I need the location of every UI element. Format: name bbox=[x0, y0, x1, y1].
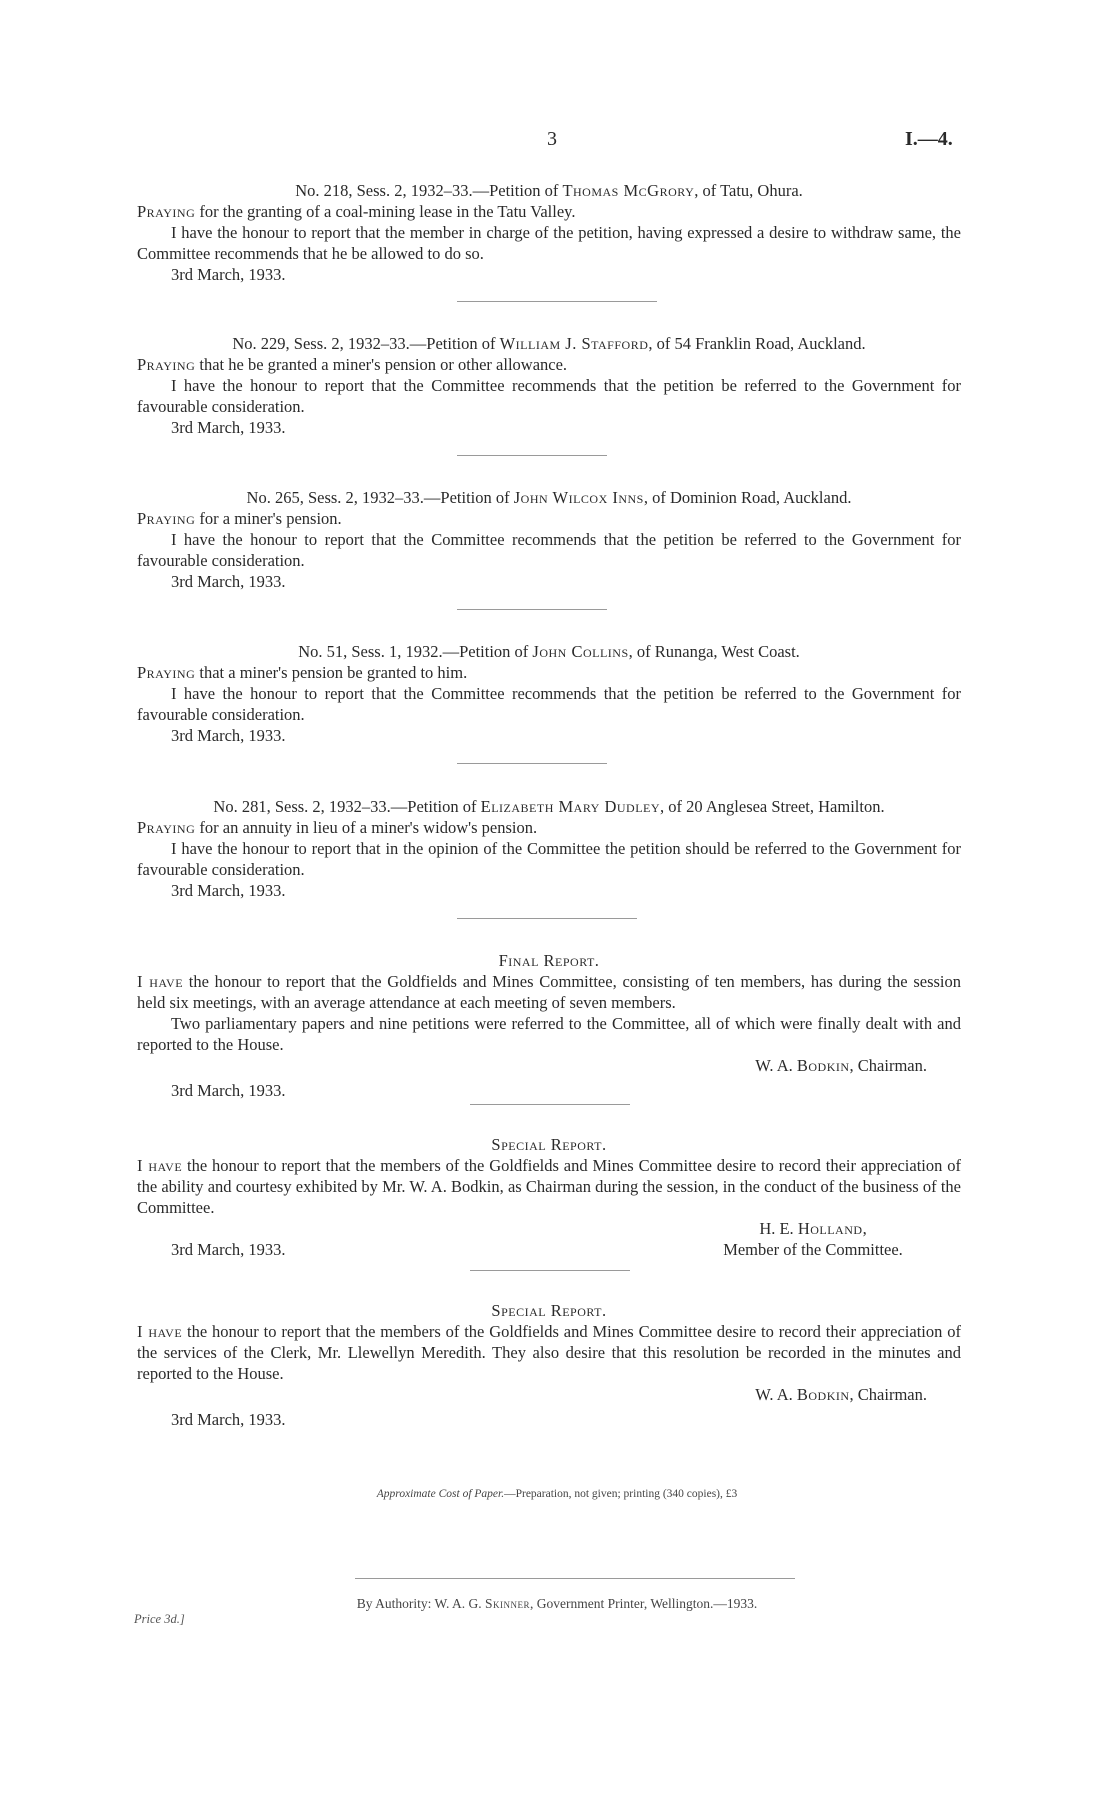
report-date: 3rd March, 1933. bbox=[171, 418, 286, 437]
petition-51 bbox=[137, 641, 961, 746]
paragraph-text: the honour to report that the members of the Goldfields and Mines Committee desire to record their appreciation of the services of the Clerk, Mr. Llewellyn Meredith. They also desire that this resolution be recorded in the minutes and reported to the House. bbox=[137, 1322, 961, 1383]
signature-role: Member of the Committee. bbox=[723, 1240, 903, 1259]
divider bbox=[470, 1270, 630, 1271]
final-report-paragraph-2: Two parliamentary papers and nine petitions were referred to the Committee, all of which were finally dealt with and reported to the House. bbox=[137, 1014, 961, 1054]
report-date: 3rd March, 1933. bbox=[171, 1081, 286, 1100]
authority-suffix: , Government Printer, Wellington.—1933. bbox=[530, 1596, 758, 1611]
committee-report: I have the honour to report that the Committee recommends that the petition be referred to the Government for favourable consideration. bbox=[137, 684, 961, 724]
authority-prefix: By Authority: W. A. G. bbox=[356, 1596, 486, 1611]
petitioner-name: Elizabeth Mary Dudley bbox=[480, 797, 661, 816]
committee-report: I have the honour to report that the Committee recommends that the petition be referred to the Government for favourable consideration. bbox=[137, 376, 961, 416]
praying-text: for a miner's pension. bbox=[195, 509, 342, 528]
report-date: 3rd March, 1933. bbox=[171, 1410, 286, 1429]
paragraph-text: the honour to report that the Goldfields and Mines Committee, consisting of ten members, has during the session held six meetings, with an average attendance at each meeting of seven members. bbox=[137, 972, 961, 1012]
signature-comma: , bbox=[862, 1219, 867, 1238]
praying-text: that a miner's pension be granted to him. bbox=[195, 663, 468, 682]
signature-name: Bodkin bbox=[796, 1385, 850, 1404]
lead-words: I have bbox=[137, 1156, 183, 1175]
lead-words: I have bbox=[137, 972, 184, 991]
petition-heading bbox=[137, 796, 961, 817]
praying-line bbox=[137, 508, 961, 529]
chairman-signature bbox=[137, 1384, 961, 1405]
final-report-paragraph bbox=[137, 971, 961, 1013]
report-date: 3rd March, 1933. bbox=[171, 881, 286, 900]
praying-word: Praying bbox=[137, 509, 196, 528]
petition-number: No. 229, Sess. 2, 1932–33.—Petition of bbox=[232, 334, 500, 353]
praying-text: for the granting of a coal-mining lease in the Tatu Valley. bbox=[195, 202, 576, 221]
petition-heading bbox=[137, 487, 961, 508]
special-report-paragraph bbox=[137, 1321, 961, 1384]
praying-word: Praying bbox=[137, 818, 196, 837]
report-date: 3rd March, 1933. bbox=[171, 1240, 286, 1259]
petition-265 bbox=[137, 487, 961, 592]
report-date: 3rd March, 1933. bbox=[171, 265, 286, 284]
divider bbox=[470, 1104, 630, 1105]
petition-number: No. 265, Sess. 2, 1932–33.—Petition of bbox=[246, 488, 514, 507]
praying-word: Praying bbox=[137, 663, 196, 682]
page-number: 3 bbox=[547, 128, 557, 150]
special-report-2 bbox=[137, 1300, 961, 1430]
petition-number: No. 281, Sess. 2, 1932–33.—Petition of bbox=[213, 797, 481, 816]
petitioner-name: John Wilcox Inns bbox=[513, 488, 644, 507]
chairman-signature bbox=[137, 1055, 961, 1076]
cost-label: Approximate Cost of Paper. bbox=[376, 1488, 505, 1500]
praying-line bbox=[137, 354, 961, 375]
signature-name: Holland bbox=[797, 1219, 863, 1238]
cost-of-paper-note bbox=[0, 1488, 1114, 1500]
petition-number: No. 51, Sess. 1, 1932.—Petition of bbox=[298, 642, 533, 661]
petitioner-name: William J. Stafford bbox=[499, 334, 649, 353]
petition-number: No. 218, Sess. 2, 1932–33.—Petition of bbox=[295, 181, 563, 200]
divider bbox=[457, 609, 607, 610]
petition-229 bbox=[137, 333, 961, 438]
signature-name: Bodkin bbox=[796, 1056, 850, 1075]
signature-initials: W. A. bbox=[755, 1056, 797, 1075]
divider bbox=[457, 763, 607, 764]
praying-word: Praying bbox=[137, 202, 196, 221]
petitioner-name: John Collins bbox=[532, 642, 629, 661]
praying-line bbox=[137, 817, 961, 838]
cost-text: —Preparation, not given; printing (340 copies), £3 bbox=[504, 1488, 738, 1500]
report-date: 3rd March, 1933. bbox=[171, 572, 286, 591]
special-report-paragraph bbox=[137, 1155, 961, 1218]
praying-text: for an annuity in lieu of a miner's widow's pension. bbox=[195, 818, 538, 837]
petitioner-address: , of 20 Anglesea Street, Hamilton. bbox=[660, 797, 885, 816]
petitioner-address: , of 54 Franklin Road, Auckland. bbox=[648, 334, 866, 353]
divider bbox=[457, 918, 637, 919]
signature-initials: W. A. bbox=[755, 1385, 797, 1404]
special-report-1 bbox=[137, 1134, 961, 1260]
special-report-title: Special Report. bbox=[491, 1135, 607, 1154]
final-report bbox=[137, 950, 961, 1101]
petition-281 bbox=[137, 796, 961, 901]
divider bbox=[457, 455, 607, 456]
report-date: 3rd March, 1933. bbox=[171, 726, 286, 745]
petition-heading bbox=[137, 333, 961, 354]
document-reference: I.—4. bbox=[905, 128, 953, 150]
praying-word: Praying bbox=[137, 355, 196, 374]
signature-role: , Chairman. bbox=[849, 1056, 927, 1075]
petition-218 bbox=[137, 180, 961, 285]
final-report-title: Final Report. bbox=[498, 951, 600, 970]
date-signature-row bbox=[137, 1239, 961, 1260]
signature-row bbox=[137, 1218, 961, 1239]
petitioner-address: , of Runanga, West Coast. bbox=[628, 642, 800, 661]
petitioner-address: , of Tatu, Ohura. bbox=[694, 181, 803, 200]
praying-text: that he be granted a miner's pension or other allowance. bbox=[195, 355, 568, 374]
divider bbox=[457, 301, 657, 302]
committee-report: I have the honour to report that in the opinion of the Committee the petition should be referred to the Government for favourable consideration. bbox=[137, 839, 961, 879]
petition-heading bbox=[137, 180, 961, 201]
signature-initials: H. E. bbox=[759, 1219, 798, 1238]
price-label: Price 3d.] bbox=[134, 1612, 185, 1626]
signature-role: , Chairman. bbox=[849, 1385, 927, 1404]
lead-words: I have bbox=[137, 1322, 183, 1341]
printer-name: Skinner bbox=[485, 1596, 531, 1611]
petitioner-name: Thomas McGrory bbox=[562, 181, 695, 200]
member-signature bbox=[663, 1218, 963, 1239]
committee-report: I have the honour to report that the member in charge of the petition, having expressed a desire to withdraw same, the Committee recommends that he be allowed to do so. bbox=[137, 223, 961, 263]
petition-heading bbox=[137, 641, 961, 662]
committee-report: I have the honour to report that the Committee recommends that the petition be referred to the Government for favourable consideration. bbox=[137, 530, 961, 570]
footer-divider bbox=[355, 1578, 795, 1579]
printer-authority bbox=[0, 1596, 1114, 1612]
special-report-title: Special Report. bbox=[491, 1301, 607, 1320]
praying-line bbox=[137, 201, 961, 222]
petitioner-address: , of Dominion Road, Auckland. bbox=[643, 488, 852, 507]
paragraph-text: the honour to report that the members of the Goldfields and Mines Committee desire to record their appreciation of the ability and courtesy exhibited by Mr. W. A. Bodkin, as Chairman during the session, in the conduct of the business of the Committee. bbox=[137, 1156, 961, 1217]
praying-line bbox=[137, 662, 961, 683]
